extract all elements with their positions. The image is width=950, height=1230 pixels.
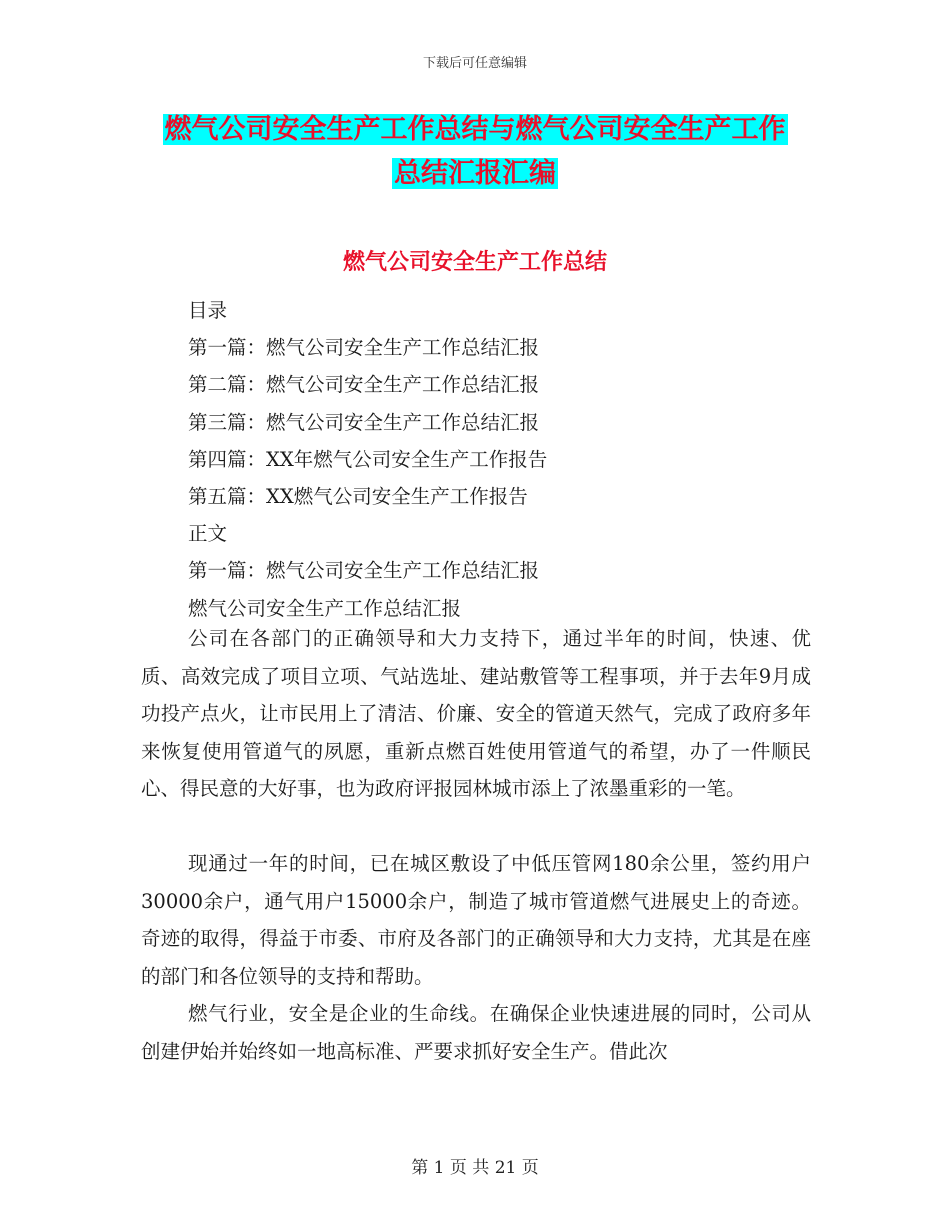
- paragraph-text: 现通过一年的时间，已在城区敷设了中低压管网180余公里，签约用户30000余户，通气用户15000余户，制造了城市管道燃气进展史上的奇迹。奇迹的取得，得益于市委、市府及各部门的正确领导和大力支持，尤其是在座的部门和各位领导的支持和帮助。: [141, 852, 811, 988]
- paragraph-text: 燃气行业，安全是企业的生命线。在确保企业快速进展的同时，公司从创建伊始并始终如一地高标准、严要求抓好安全生产。借此次: [141, 1002, 811, 1063]
- chapter-heading: 第一篇：燃气公司安全生产工作总结汇报: [188, 559, 540, 583]
- toc-heading: 目录: [188, 299, 228, 322]
- page-number-footer: 第 1 页 共 21 页: [411, 1158, 539, 1178]
- body-heading: 正文: [188, 522, 228, 546]
- toc-item-1: 第一篇：燃气公司安全生产工作总结汇报: [188, 336, 540, 360]
- chapter-subheading: 燃气公司安全生产工作总结汇报: [188, 596, 462, 620]
- document-title-line-1: [0, 108, 950, 152]
- body-paragraph-1: [141, 620, 811, 808]
- title-line-1-text: 燃气公司安全生产工作总结与燃气公司安全生产工作: [164, 114, 786, 145]
- section-subtitle: 燃气公司安全生产工作总结: [342, 250, 607, 275]
- title-line-2-text: 总结汇报汇编: [394, 158, 556, 189]
- body-paragraph-2: [141, 845, 811, 995]
- toc-item-5: 第五篇：XX燃气公司安全生产工作报告: [188, 485, 528, 509]
- toc-item-4: 第四篇：XX年燃气公司安全生产工作报告: [188, 447, 548, 471]
- toc-item-3: 第三篇：燃气公司安全生产工作总结汇报: [188, 410, 540, 434]
- body-paragraph-3: [141, 995, 811, 1070]
- paragraph-text: 公司在各部门的正确领导和大力支持下，通过半年的时间，快速、优质、高效完成了项目立项、气站选址、建站敷管等工程事项，并于去年9月成功投产点火，让市民用上了清洁、价廉、安全的管道天然气，完成了政府多年来恢复使用管道气的夙愿，重新点燃百姓使用管道气的希望，办了一件顺民心、得民意的大好事，也为政府评报园林城市添上了浓墨重彩的一笔。: [141, 627, 811, 800]
- table-of-contents: [188, 292, 547, 627]
- toc-item-2: 第二篇：燃气公司安全生产工作总结汇报: [188, 373, 540, 397]
- document-title-line-2: [0, 152, 950, 196]
- page-header-note: 下载后可任意编辑: [422, 56, 527, 71]
